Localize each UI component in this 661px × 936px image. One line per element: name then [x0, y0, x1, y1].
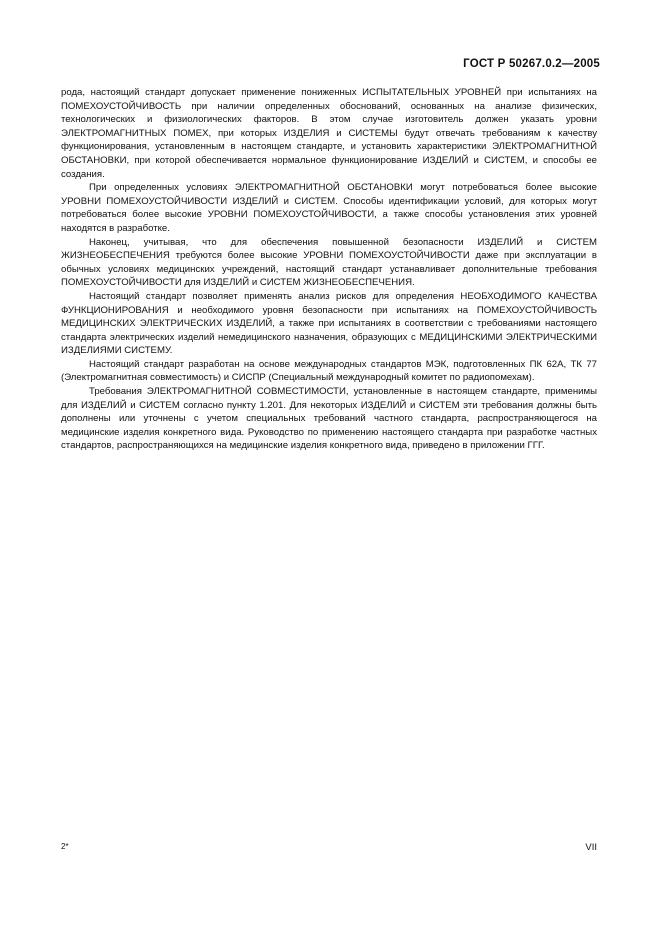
footer-page-number: VII: [585, 842, 597, 853]
paragraph-continuation: рода, настоящий стандарт допускает применение пониженных ИСПЫТАТЕЛЬНЫХ УРОВНЕЙ при испытаниях на ПОМЕХОУСТОЙЧИВОСТЬ при наличии определенных обоснований, основанных на анализе физических, технологических и физиологических факторов. В этом случае изготовитель должен указать уровни ЭЛЕКТРОМАГНИТНЫХ ПОМЕХ, при которых ИЗДЕЛИЯ и СИСТЕМЫ будут отвечать требованиям к качеству функционирования, установленным в настоящем стандарте, и установить характеристики ЭЛЕКТРОМАГНИТНОЙ ОБСТАНОВКИ, при которой обеспечивается нормальное функционирование ИЗДЕЛИЙ и СИСТЕМ, и способы ее создания.: [61, 87, 597, 180]
footer-signature-mark: 2*: [61, 842, 69, 851]
paragraph-iec-basis: Настоящий стандарт разработан на основе международных стандартов МЭК, подготовленных ПК 62А, ТК 77 (Электромагнитная совместимость) и СИСПР (Специальный международный комитет по радиопомехам).: [61, 358, 597, 384]
paragraph-higher-immunity: При определенных условиях ЭЛЕКТРОМАГНИТНОЙ ОБСТАНОВКИ могут потребоваться более высокие УРОВНИ ПОМЕХОУСТОЙЧИВОСТИ ИЗДЕЛИЙ и СИСТЕМ. Способы идентификации условий, для которых могут потребоваться более высокие УРОВНИ ПОМЕХОУСТОЙЧИВОСТИ, а также способы установления этих уровней находятся в разработке.: [61, 182, 597, 234]
document-header-standard: ГОСТ Р 50267.0.2—2005: [463, 58, 600, 70]
document-body: [61, 86, 597, 453]
paragraph-life-support: Наконец, учитывая, что для обеспечения повышенной безопасности ИЗДЕЛИЙ и СИСТЕМ ЖИЗНЕОБЕСПЕЧЕНИЯ требуются более высокие УРОВНИ ПОМЕХОУСТОЙЧИВОСТИ даже при эксплуатации в обычных условиях медицинских учреждений, настоящий стандарт устанавливает дополнительные требования ПОМЕХОУСТОЙЧИВОСТИ для ИЗДЕЛИЙ и СИСТЕМ ЖИЗНЕОБЕСПЕЧЕНИЯ.: [61, 236, 597, 289]
paragraph-risk-analysis: Настоящий стандарт позволяет применять анализ рисков для определения НЕОБХОДИМОГО КАЧЕСТВА ФУНКЦИОНИРОВАНИЯ и необходимого уровня безопасности при испытаниях на ПОМЕХОУСТОЙЧИВОСТЬ МЕДИЦИНСКИХ ЭЛЕКТРИЧЕСКИХ ИЗДЕЛИЙ, а также при испытаниях в соответствии с требованиями настоящего стандарта электрических изделий немедицинского назначения, образующих с МЕДИЦИНСКИМИ ЭЛЕКТРИЧЕСКИМИ ИЗДЕЛИЯМИ СИСТЕМУ.: [61, 290, 597, 357]
paragraph-emc-requirements: Требования ЭЛЕКТРОМАГНИТНОЙ СОВМЕСТИМОСТИ, установленные в настоящем стандарте, применимы для ИЗДЕЛИЙ и СИСТЕМ согласно пункту 1.201. Для некоторых ИЗДЕЛИЙ и СИСТЕМ эти требования должны быть дополнены или уточнены с учетом специальных требований частного стандарта, распространяющегося на медицинские изделия конкретного вида. Руководство по применению настоящего стандарта при разработке частных стандартов, распространяющихся на медицинские изделия конкретного вида, приведено в приложении ГГГ.: [61, 386, 597, 452]
